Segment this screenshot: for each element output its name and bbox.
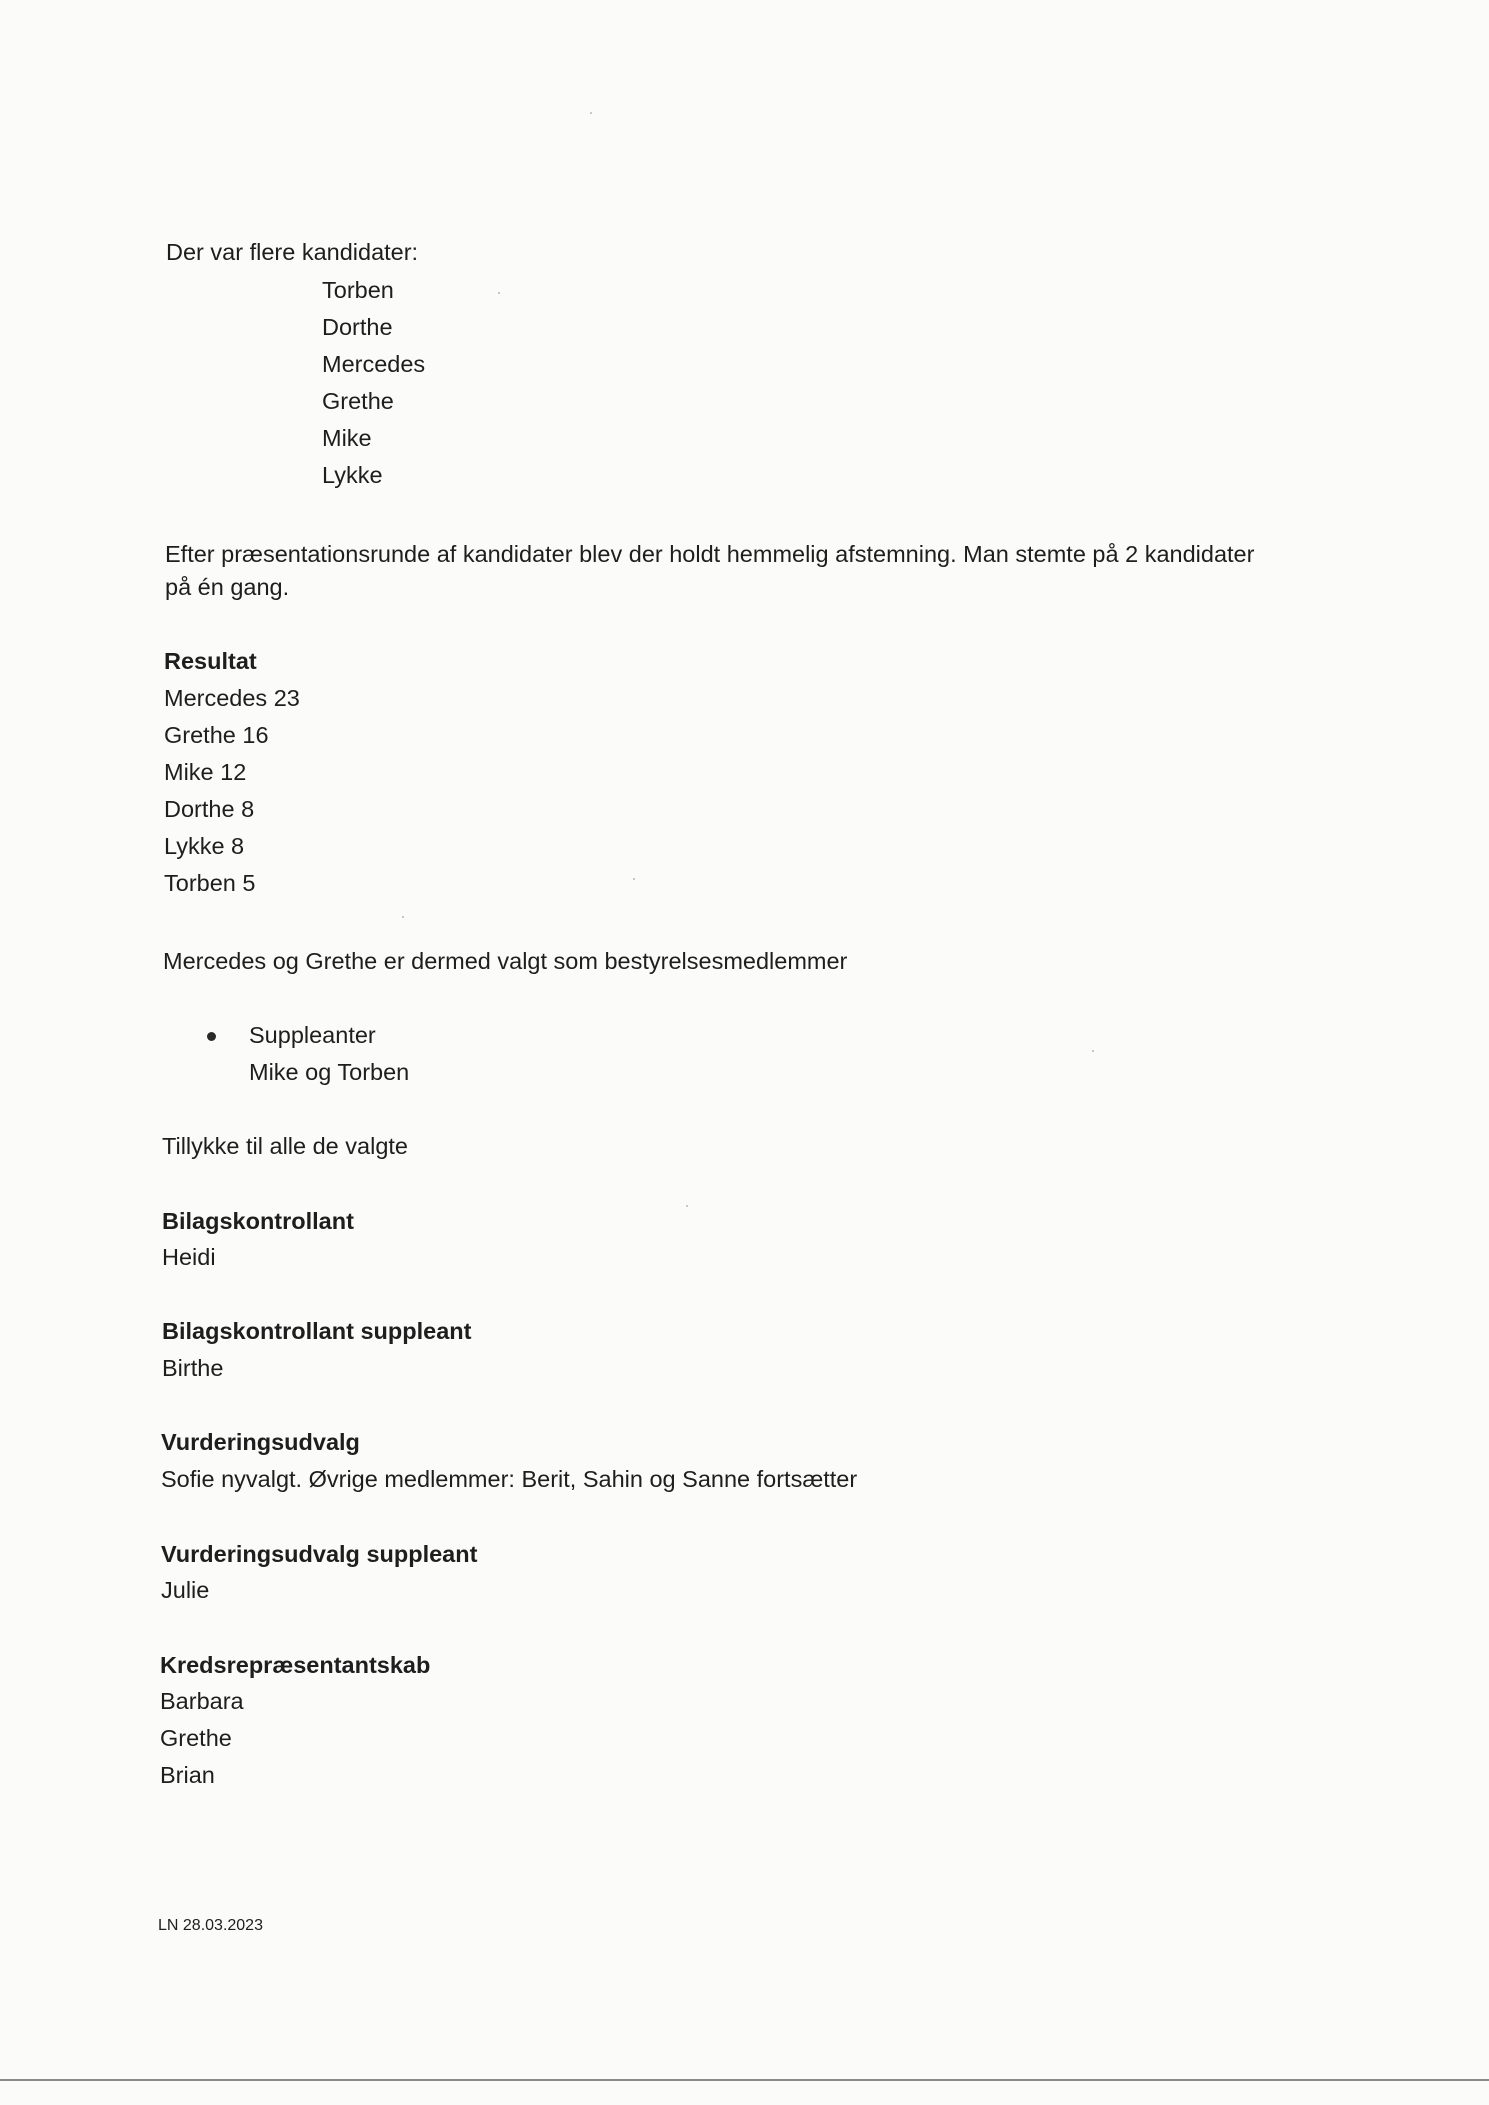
- result-row: Lykke 8: [164, 833, 245, 859]
- candidate-name: Mercedes: [322, 351, 426, 377]
- voting-paragraph-line1: Efter præsentationsrunde af kandidater blev der holdt hemmelig afstemning. Man stemte på 2 kandidater: [165, 541, 1255, 567]
- result-row: Mercedes 23: [164, 685, 300, 711]
- section-heading-bilagskontrollant-suppleant: Bilagskontrollant suppleant: [162, 1318, 472, 1344]
- scan-speck: [633, 878, 635, 880]
- section-heading-vurderingsudvalg: Vurderingsudvalg: [161, 1429, 360, 1455]
- section-line: Brian: [160, 1762, 215, 1788]
- candidate-name: Lykke: [322, 462, 383, 488]
- section-line: Barbara: [160, 1688, 244, 1714]
- candidate-name: Mike: [322, 425, 372, 451]
- section-line: Birthe: [162, 1355, 224, 1381]
- scan-speck: [590, 112, 592, 114]
- section-heading-vurderingsudvalg-suppleant: Vurderingsudvalg suppleant: [161, 1541, 478, 1567]
- result-row: Torben 5: [164, 870, 256, 896]
- elected-text: Mercedes og Grethe er dermed valgt som bestyrelsesmedlemmer: [163, 948, 848, 974]
- scan-speck: [498, 292, 500, 294]
- scan-speck: [1092, 1050, 1094, 1052]
- candidate-name: Dorthe: [322, 314, 393, 340]
- result-row: Mike 12: [164, 759, 247, 785]
- bullet-icon: [207, 1032, 216, 1041]
- scan-speck: [686, 1205, 688, 1207]
- voting-paragraph-line2: på én gang.: [165, 574, 290, 600]
- section-heading-kredsrepraesentantskab: Kredsrepræsentantskab: [160, 1652, 431, 1678]
- result-heading: Resultat: [164, 648, 257, 674]
- footer-note: LN 28.03.2023: [158, 1917, 263, 1934]
- substitutes-label: Suppleanter: [249, 1022, 376, 1048]
- section-line: Heidi: [162, 1244, 216, 1270]
- congrats-text: Tillykke til alle de valgte: [162, 1133, 408, 1159]
- substitutes-names: Mike og Torben: [249, 1059, 410, 1085]
- section-line: Grethe: [160, 1725, 232, 1751]
- section-line: Julie: [161, 1577, 210, 1603]
- section-line: Sofie nyvalgt. Øvrige medlemmer: Berit, Sahin og Sanne fortsætter: [161, 1466, 858, 1492]
- intro-text: Der var flere kandidater:: [166, 239, 419, 265]
- bottom-scan-line: [0, 2079, 1489, 2081]
- section-heading-bilagskontrollant: Bilagskontrollant: [162, 1208, 354, 1234]
- result-row: Dorthe 8: [164, 796, 255, 822]
- candidate-name: Torben: [322, 277, 394, 303]
- result-row: Grethe 16: [164, 722, 269, 748]
- scan-speck: [402, 916, 404, 918]
- candidate-name: Grethe: [322, 388, 394, 414]
